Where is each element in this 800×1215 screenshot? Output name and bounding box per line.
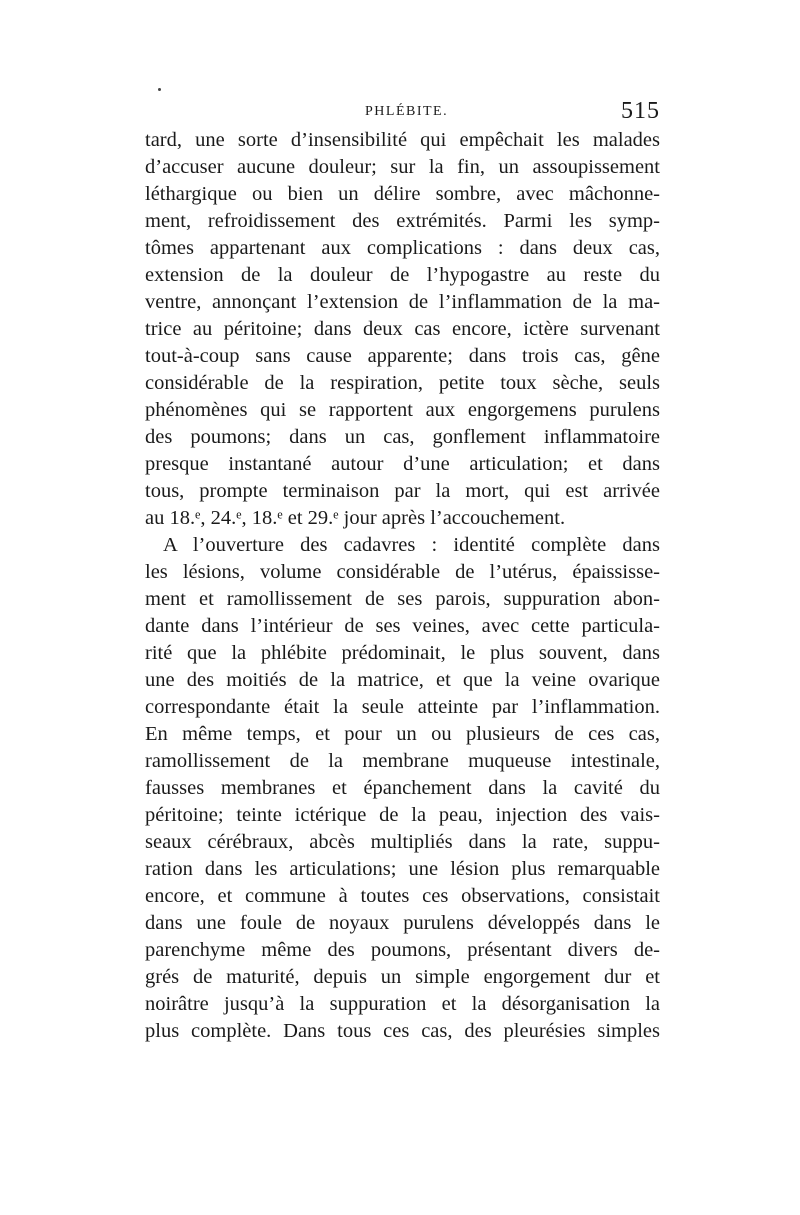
text-line: seaux cérébraux, abcès multipliés dans la rate, suppu- bbox=[145, 831, 660, 853]
text-line: les lésions, volume considérable de l’utérus, épaississe- bbox=[145, 561, 660, 583]
text-line: des poumons; dans un cas, gonflement inflammatoire bbox=[145, 426, 660, 448]
text-line: ment et ramollissement de ses parois, suppuration abon- bbox=[145, 588, 660, 610]
text-line: ventre, annonçant l’extension de l’inflammation de la ma- bbox=[145, 291, 660, 313]
text-line: phénomènes qui se rapportent aux engorgemens purulens bbox=[145, 399, 660, 421]
text-line: ramollissement de la membrane muqueuse intestinale, bbox=[145, 750, 660, 772]
text-line: correspondante était la seule atteinte par l’inflammation. bbox=[145, 696, 660, 718]
text-line: tômes appartenant aux complications : dans deux cas, bbox=[145, 237, 660, 259]
text-line: A l’ouverture des cadavres : identité complète dans bbox=[163, 534, 660, 556]
text-line: fausses membranes et épanchement dans la cavité du bbox=[145, 777, 660, 799]
text-line: extension de la douleur de l’hypogastre au reste du bbox=[145, 264, 660, 286]
text-line: léthargique ou bien un délire sombre, avec mâchonne- bbox=[145, 183, 660, 205]
text-line: rité que la phlébite prédominait, le plus souvent, dans bbox=[145, 642, 660, 664]
text-line: d’accuser aucune douleur; sur la fin, un assoupissement bbox=[145, 156, 660, 178]
text-line: tous, prompte terminaison par la mort, qui est arrivée bbox=[145, 480, 660, 502]
text-line: encore, et commune à toutes ces observations, consistait bbox=[145, 885, 660, 907]
text-line: dante dans l’intérieur de ses veines, avec cette particula- bbox=[145, 615, 660, 637]
page-number: 515 bbox=[621, 98, 660, 124]
body-text bbox=[145, 127, 660, 1045]
text-line: une des moitiés de la matrice, et que la veine ovarique bbox=[145, 669, 660, 691]
text-line: trice au péritoine; dans deux cas encore, ictère survenant bbox=[145, 318, 660, 340]
text-line: dans une foule de noyaux purulens développés dans le bbox=[145, 912, 660, 934]
running-title: PHLÉBITE. bbox=[365, 104, 449, 119]
text-line: grés de maturité, depuis un simple engorgement dur et bbox=[145, 966, 660, 988]
text-line: noirâtre jusqu’à la suppuration et la désorganisation la bbox=[145, 993, 660, 1015]
text-line: presque instantané autour d’une articulation; et dans bbox=[145, 453, 660, 475]
text-line: ment, refroidissement des extrémités. Parmi les symp- bbox=[145, 210, 660, 232]
text-line: péritoine; teinte ictérique de la peau, injection des vais- bbox=[145, 804, 660, 826]
text-line: tard, une sorte d’insensibilité qui empêchait les malades bbox=[145, 129, 660, 151]
text-line: considérable de la respiration, petite toux sèche, seuls bbox=[145, 372, 660, 394]
running-head bbox=[145, 98, 660, 128]
text-line: ration dans les articulations; une lésion plus remarquable bbox=[145, 858, 660, 880]
text-line: En même temps, et pour un ou plusieurs de ces cas, bbox=[145, 723, 660, 745]
ink-speck bbox=[158, 88, 161, 91]
text-line: parenchyme même des poumons, présentant divers de- bbox=[145, 939, 660, 961]
text-line: tout-à-coup sans cause apparente; dans trois cas, gêne bbox=[145, 345, 660, 367]
text-line: plus complète. Dans tous ces cas, des pleurésies simples bbox=[145, 1020, 660, 1042]
text-line: au 18.ᵉ, 24.ᵉ, 18.ᵉ et 29.ᵉ jour après l’accouchement. bbox=[145, 507, 566, 529]
